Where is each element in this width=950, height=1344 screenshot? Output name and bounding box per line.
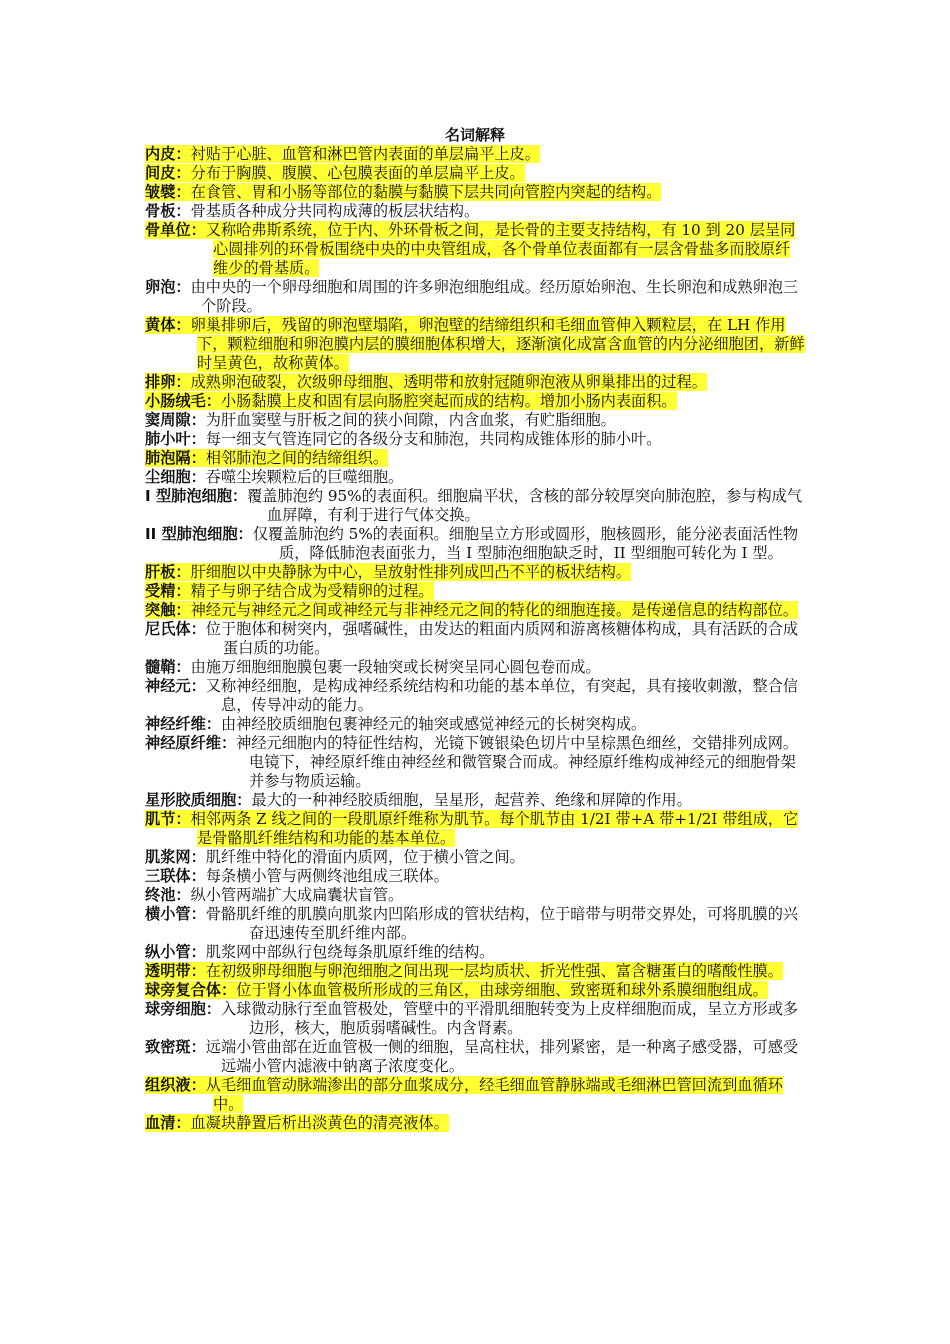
entry-term: 肝板： <box>145 563 191 581</box>
entry-term: 受精： <box>145 582 191 600</box>
entry-term: 黄体： <box>145 316 191 334</box>
entry-term: 神经元： <box>145 677 206 695</box>
entry-definition: 远端小管曲部在近血管极一侧的细胞，呈高柱状，排列紧密，是一种离子感受器，可感受远端小管内滤液中钠离子浓度变化。 <box>205 1038 799 1075</box>
entry-term: 肌节： <box>145 810 191 828</box>
definition-entry <box>145 810 805 848</box>
entry-term: 透明带： <box>145 962 206 980</box>
definition-entry <box>145 582 805 601</box>
entry-term: 内皮： <box>145 145 191 163</box>
entry-definition: 由施万细胞细胞膜包裹一段轴突或长树突呈同心圆包卷而成。 <box>190 658 601 676</box>
entry-definition: 衬贴于心脏、血管和淋巴管内表面的单层扁平上皮。 <box>190 145 540 163</box>
definition-entry <box>145 525 805 563</box>
page-title: 名词解释 <box>444 126 505 144</box>
entry-term: 皱襞： <box>145 183 191 201</box>
entry-definition: 相邻肺泡之间的结缔组织。 <box>205 449 388 467</box>
entry-term: 间皮： <box>145 164 191 182</box>
entry-term: 球旁细胞： <box>145 1000 221 1018</box>
entry-definition: 神经元细胞内的特征性结构，光镜下镀银染色切片中呈棕黑色细丝，交错排列成网。电镜下，神经原纤维由神经丝和微管聚合而成。神经原纤维构成神经元的细胞骨架并参与物质运输。 <box>236 734 799 790</box>
entry-term: 肺小叶： <box>145 430 206 448</box>
entry-definition: 由中央的一个卵母细胞和周围的许多卵泡细胞组成。经历原始卵泡、生长卵泡和成熟卵泡三个阶段。 <box>190 278 799 315</box>
definition-entry <box>145 468 805 487</box>
entry-term: 终池： <box>145 886 191 904</box>
entry-definition: 由神经胶质细胞包裹神经元的轴突或感觉神经元的长树突构成。 <box>220 715 647 733</box>
entry-definition: 位于胞体和树突内，强嗜碱性，由发达的粗面内质网和游离核糖体构成，具有活跃的合成蛋白质的功能。 <box>205 620 799 657</box>
entry-definition: 神经元与神经元之间或神经元与非神经元之间的特化的细胞连接。是传递信息的结构部位。 <box>190 601 799 619</box>
entry-term: 排卵： <box>145 373 191 391</box>
definition-entry <box>145 715 805 734</box>
definition-entry <box>145 411 805 430</box>
entry-definition: 卵巢排卵后，残留的卵泡壁塌陷，卵泡壁的结缔组织和毛细血管伸入颗粒层，在 LH 作用下，颗粒细胞和卵泡膜内层的膜细胞体积增大，逐渐演化成富含血管的内分泌细胞团，新鲜时呈黄色，故称黄体。 <box>190 316 805 372</box>
entry-term: 血清： <box>145 1114 191 1132</box>
entry-term: 组织液： <box>145 1076 206 1094</box>
entry-definition: 每条横小管与两侧终池组成三联体。 <box>205 867 449 885</box>
entry-definition: 骨基质各种成分共同构成薄的板层状结构。 <box>190 202 480 220</box>
definition-entry <box>145 981 805 1000</box>
definition-entry <box>145 221 805 278</box>
entry-term: 横小管： <box>145 905 206 923</box>
definition-entry <box>145 183 805 202</box>
entry-term: 纵小管： <box>145 943 206 961</box>
entry-term: 三联体： <box>145 867 206 885</box>
definition-entry <box>145 848 805 867</box>
entry-definition: 又称神经细胞，是构成神经系统结构和功能的基本单位，有突起，具有接收刺激，整合信息，传导冲动的能力。 <box>205 677 799 714</box>
definition-entry <box>145 430 805 449</box>
entry-definition: 血凝块静置后析出淡黄色的清亮液体。 <box>190 1114 449 1132</box>
entry-term: 肌浆网： <box>145 848 206 866</box>
entry-term: 星形胶质细胞： <box>145 791 252 809</box>
entry-term: 尘细胞： <box>145 468 206 486</box>
entry-term: 突触： <box>145 601 191 619</box>
entry-definition: 肝细胞以中央静脉为中心，呈放射性排列成凹凸不平的板状结构。 <box>190 563 631 581</box>
entry-definition: 位于肾小体血管极所形成的三角区，由球旁细胞、致密斑和球外系膜细胞组成。 <box>236 981 768 999</box>
definition-entry <box>145 620 805 658</box>
entry-term: 球旁复合体： <box>145 981 237 999</box>
entry-term: 小肠绒毛： <box>145 392 221 410</box>
definition-entry <box>145 373 805 392</box>
definition-entry <box>145 1076 805 1114</box>
entry-definition: 又称哈弗斯系统，位于内、外环骨板之间，是长骨的主要支持结构，有 10 到 20 层呈同心圆排列的环骨板围绕中央的中央管组成，各个骨单位表面都有一层含骨盐多而胶原纤维少的骨基质。 <box>205 221 796 277</box>
definition-entry <box>145 278 805 316</box>
definition-entry <box>145 962 805 981</box>
entry-term: 窦周隙： <box>145 411 206 429</box>
entry-term: 骨板： <box>145 202 191 220</box>
definition-entry <box>145 202 805 221</box>
entry-term: 骨单位： <box>145 221 206 239</box>
entry-definition: 小肠黏膜上皮和固有层向肠腔突起而成的结构。增加小肠内表面积。 <box>220 392 677 410</box>
entry-term: I 型肺泡细胞： <box>145 487 248 505</box>
definition-entry <box>145 563 805 582</box>
entry-definition: 精子与卵子结合成为受精卵的过程。 <box>190 582 434 600</box>
entry-term: 神经原纤维： <box>145 734 237 752</box>
definition-entry <box>145 487 805 525</box>
entry-definition: 肌纤维中特化的滑面内质网，位于横小管之间。 <box>205 848 525 866</box>
entry-term: 尼氏体： <box>145 620 206 638</box>
entry-term: 卵泡： <box>145 278 191 296</box>
definition-entry <box>145 316 805 373</box>
entry-definition: 在初级卵母细胞与卵泡细胞之间出现一层均质状、折光性强、富含糖蛋白的嗜酸性膜。 <box>205 962 783 980</box>
definition-entry <box>145 1000 805 1038</box>
definition-entry <box>145 1114 805 1133</box>
entry-term: II 型肺泡细胞： <box>145 525 253 543</box>
entry-definition: 分布于胸膜、腹膜、心包膜表面的单层扁平上皮。 <box>190 164 525 182</box>
entry-definition: 为肝血窦壁与肝板之间的狭小间隙，内含血浆，有贮脂细胞。 <box>205 411 616 429</box>
entry-term: 髓鞘： <box>145 658 191 676</box>
entry-term: 肺泡隔： <box>145 449 206 467</box>
definition-entry <box>145 867 805 886</box>
entry-definition: 入球微动脉行至血管极处，管壁中的平滑肌细胞转变为上皮样细胞而成，呈立方形或多边形，核大，胞质弱嗜碱性。内含肾素。 <box>220 1000 799 1037</box>
definition-entry <box>145 905 805 943</box>
entry-definition: 从毛细血管动脉端渗出的部分血浆成分，经毛细血管静脉端或毛细淋巴管回流到血循环中。 <box>205 1076 783 1113</box>
entry-definition: 骨骼肌纤维的肌膜向肌浆内凹陷形成的管状结构，位于暗带与明带交界处，可将肌膜的兴奋迅速传至肌纤维内部。 <box>205 905 799 942</box>
entry-definition: 吞噬尘埃颗粒后的巨噬细胞。 <box>205 468 404 486</box>
entry-definition: 肌浆网中部纵行包绕每条肌原纤维的结构。 <box>205 943 495 961</box>
definition-entry <box>145 601 805 620</box>
entry-definition: 仅覆盖肺泡约 5%的表面积。细胞呈立方形或圆形，胞核圆形，能分泌表面活性物质，降低肺泡表面张力，当 I 型肺泡细胞缺乏时，II 型细胞可转化为 I 型。 <box>252 525 799 562</box>
entry-term: 致密斑： <box>145 1038 206 1056</box>
definition-entry <box>145 791 805 810</box>
entry-definition: 覆盖肺泡约 95%的表面积。细胞扁平状，含核的部分较厚突向肺泡腔，参与构成气血屏障，有利于进行气体交换。 <box>247 487 803 524</box>
definition-entry <box>145 943 805 962</box>
entry-definition: 成熟卵泡破裂，次级卵母细胞、透明带和放射冠随卵泡液从卵巢排出的过程。 <box>190 373 707 391</box>
definition-list <box>145 145 805 1133</box>
entry-definition: 最大的一种神经胶质细胞，呈星形，起营养、绝缘和屏障的作用。 <box>251 791 692 809</box>
definition-entry <box>145 392 805 411</box>
definition-entry <box>145 164 805 183</box>
entry-term: 神经纤维： <box>145 715 221 733</box>
definition-entry <box>145 734 805 791</box>
entry-definition: 每一细支气管连同它的各级分支和肺泡，共同构成锥体形的肺小叶。 <box>205 430 662 448</box>
definition-entry <box>145 449 805 468</box>
definition-entry <box>145 677 805 715</box>
definition-entry <box>145 658 805 677</box>
definition-entry <box>145 886 805 905</box>
definition-entry <box>145 1038 805 1076</box>
entry-definition: 在食管、胃和小肠等部位的黏膜与黏膜下层共同向管腔内突起的结构。 <box>190 183 662 201</box>
entry-definition: 相邻两条 Z 线之间的一段肌原纤维称为肌节。每个肌节由 1/2I 带+A 带+1/2I 带组成，它是骨骼肌纤维结构和功能的基本单位。 <box>190 810 799 847</box>
entry-definition: 纵小管两端扩大成扁囊状盲管。 <box>190 886 404 904</box>
definition-entry <box>145 145 805 164</box>
